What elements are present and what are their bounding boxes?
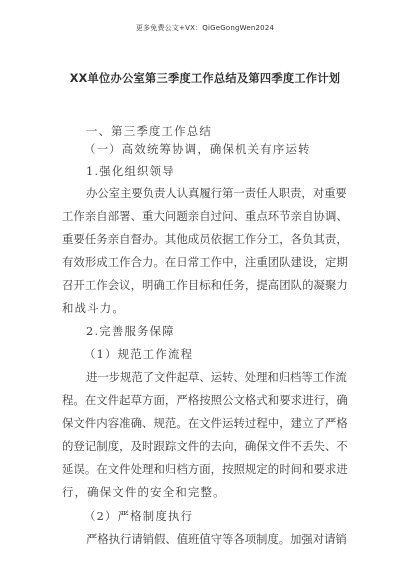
document-title: XX单位办公室第三季度工作总结及第四季度工作计划 bbox=[69, 72, 341, 85]
section-heading: 一、第三季度工作总结 bbox=[86, 124, 212, 138]
paragraph-line: 进一步规范了文件起草、运转、处理和归档等工作流 bbox=[86, 370, 347, 384]
paragraph-line: 行，确保文件的安全和完整。 bbox=[62, 485, 226, 499]
paragraph-line: 的登记制度，及时跟踪文件的去向，确保文件不丢失、不 bbox=[62, 439, 348, 453]
item-heading: 1.强化组织领导 bbox=[86, 164, 175, 178]
sub-item-heading: （2）严格制度执行 bbox=[84, 509, 194, 523]
paragraph-line: 重要任务亲自督办。其他成员依据工作分工，各负其责， bbox=[62, 232, 348, 246]
paragraph-line: 有效形成工作合力。在日常工作中，注重团队建设，定期 bbox=[62, 255, 348, 269]
paragraph-line: 延误。在文件处理和归档方面，按照规定的时间和要求进 bbox=[62, 462, 348, 476]
paragraph-line: 召开工作会议，明确工作目标和任务，提高团队的凝聚力 bbox=[62, 278, 348, 292]
subsection-heading: （一）高效统筹协调，确保机关有序运转 bbox=[84, 142, 311, 156]
paragraph-line: 程。在文件起草方面，严格按照公文格式和要求进行，确 bbox=[62, 393, 348, 407]
paragraph-line: 严格执行请销假、值班值守等各项制度。加强对请销 bbox=[86, 532, 347, 546]
paragraph-line: 工作亲自部署、重大问题亲自过问、重点环节亲自协调、 bbox=[62, 209, 348, 223]
sub-item-heading: （1）规范工作流程 bbox=[84, 347, 194, 361]
header-note: 更多免费公文+VX：QiGeGongWen2024 bbox=[135, 24, 275, 32]
paragraph-line: 和战斗力。 bbox=[62, 301, 125, 315]
item-heading: 2.完善服务保障 bbox=[86, 324, 175, 338]
paragraph-line: 办公室主要负责人认真履行第一责任人职责，对重要 bbox=[86, 186, 347, 200]
paragraph-line: 保文件内容准确、规范。在文件运转过程中，建立了严格 bbox=[62, 416, 348, 430]
